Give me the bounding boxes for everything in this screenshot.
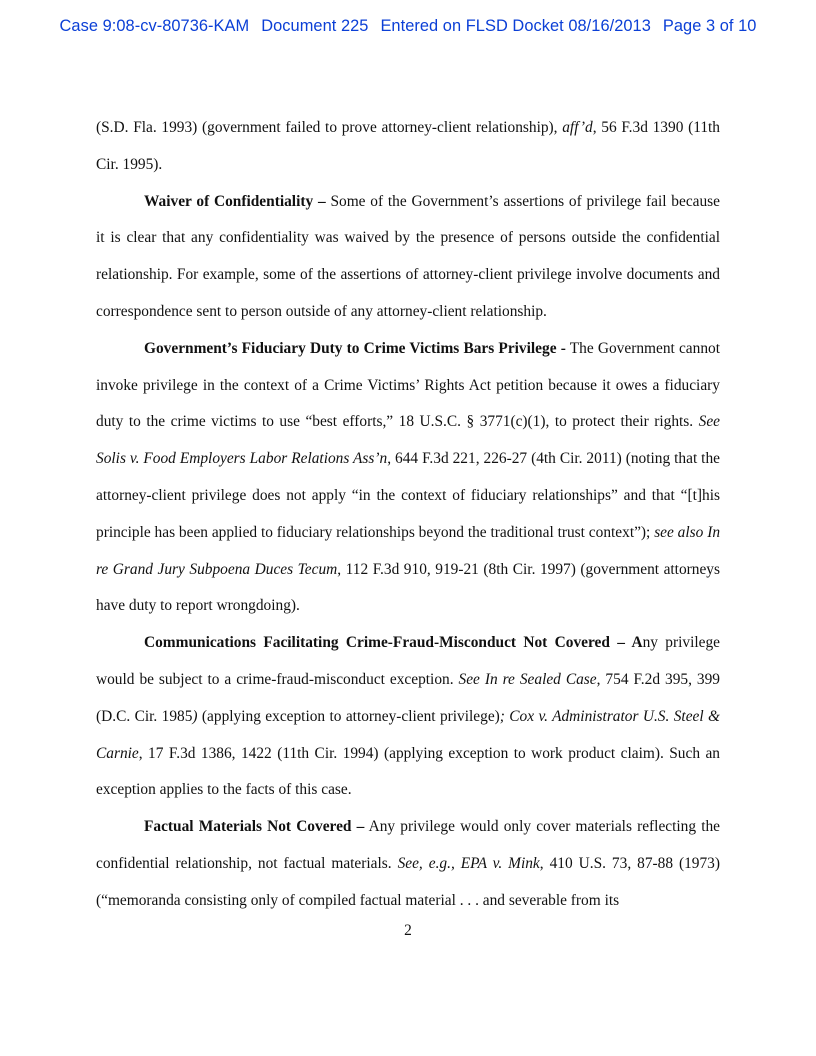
paragraph-factual-materials: Factual Materials Not Covered – Any privilege would only cover materials reflecting the confidential relationship, not factual materials. See, e.g., EPA v. Mink, 410 U.S. 73, 87-88 (1973) (“memoranda consisting only of compiled factual material . . . and severable from its <box>96 818 721 909</box>
docket-entry: Entered on FLSD Docket 08/16/2013 <box>380 17 651 35</box>
paragraph-fiduciary-duty: Government’s Fiduciary Duty to Crime Victims Bars Privilege - The Government cannot invoke privilege in the context of a Crime Victims’ Rights Act petition because it owes a fiduciary duty to the crime victims to use “best efforts,” 18 U.S.C. § 3771(c)(1), to protect their rights. See Solis v. Food Employers Labor Relations Ass’n, 644 F.3d 221, 226-27 (4th Cir. 2011) (noting that the attorney-client privilege does not apply “in the context of fiduciary relationships” and that “[t]his principle has been applied to fiduciary relationships beyond the traditional trust context”); see also In re Grand Jury Subpoena Duces Tecum, 112 F.3d 910, 919-21 (8th Cir. 1997) (government attorneys have duty to report wrongdoing). <box>96 339 721 615</box>
document-body <box>96 110 720 920</box>
heading-factual-materials: Factual Materials Not Covered – <box>144 818 365 836</box>
page-count: Page 3 of 10 <box>662 17 757 35</box>
page-number: 2 <box>404 922 412 939</box>
paragraph-crime-fraud: Communications Facilitating Crime-Fraud-Misconduct Not Covered – Any privilege would be subject to a crime-fraud-misconduct exception. See In re Sealed Case, 754 F.2d 395, 399 (D.C. Cir. 1985) (applying exception to attorney-client privilege); Cox v. Administrator U.S. Steel & Carnie, 17 F.3d 1386, 1422 (11th Cir. 1994) (applying exception to work product claim). Such an exception applies to the facts of this case. <box>96 634 720 799</box>
heading-waiver: Waiver of Confidentiality – <box>144 192 326 210</box>
docket-header <box>0 17 816 36</box>
heading-fiduciary-duty: Government’s Fiduciary Duty to Crime Victims Bars Privilege - <box>144 339 566 357</box>
paragraph-citation-continuation: (S.D. Fla. 1993) (government failed to prove attorney-client relationship), aff’d, 56 F.3d 1390 (11th Cir. 1995). <box>96 119 720 173</box>
heading-crime-fraud: Communications Facilitating Crime-Fraud-Misconduct Not Covered – A <box>144 634 643 652</box>
case-number: Case 9:08-cv-80736-KAM <box>59 17 250 35</box>
paragraph-waiver-of-confidentiality: Waiver of Confidentiality – Some of the Government’s assertions of privilege fail because it is clear that any confidentiality was waived by the presence of persons outside the confidential relationship. For example, some of the assertions of attorney-client privilege involve documents and correspondence sent to person outside of any attorney-client relationship. <box>96 192 720 320</box>
document-number: Document 225 <box>261 17 369 35</box>
